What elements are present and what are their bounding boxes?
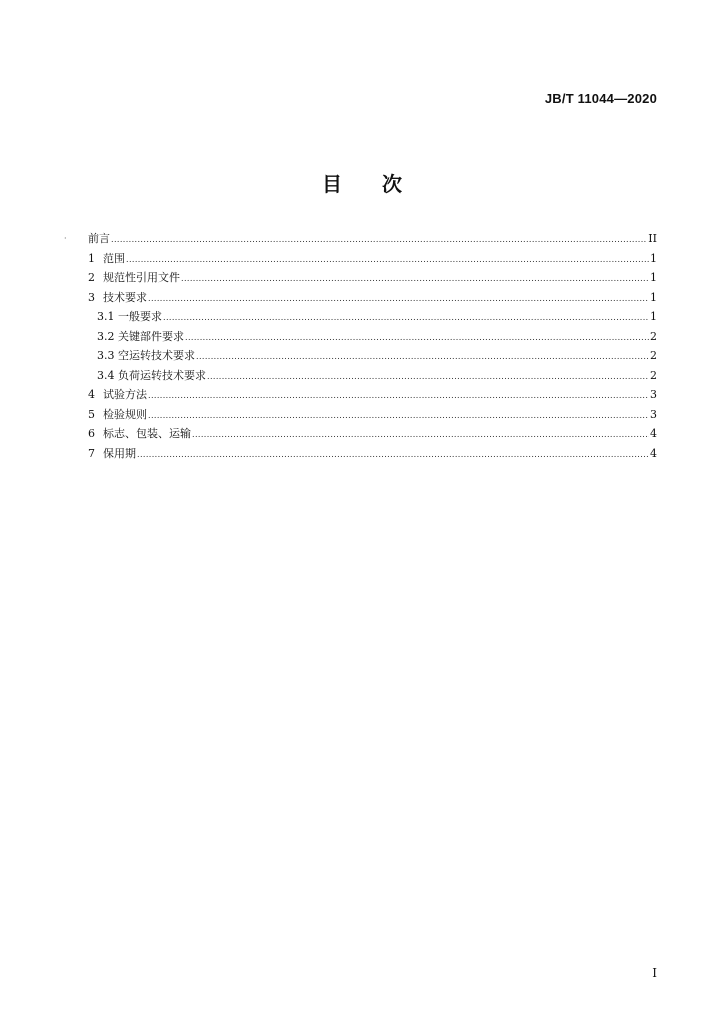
toc-page: 4 — [650, 427, 657, 440]
toc-page: 1 — [650, 290, 657, 304]
toc-page: 2 — [650, 329, 657, 343]
toc-label: 负荷运转技术要求 — [118, 368, 206, 382]
toc-number: 3.4 — [97, 368, 115, 382]
toc-label: 范围 — [103, 251, 125, 265]
table-of-contents — [88, 229, 657, 463]
toc-leader — [111, 230, 647, 250]
toc-number: 1 — [88, 251, 95, 265]
toc-number: 5 — [88, 407, 95, 421]
toc-leader — [148, 406, 649, 426]
toc-entry-7[interactable] — [88, 444, 657, 464]
toc-entry-foreword[interactable] — [88, 229, 657, 249]
toc-entry-6[interactable] — [88, 424, 657, 444]
toc-label: 保用期 — [103, 446, 136, 460]
toc-entry-1[interactable] — [88, 249, 657, 269]
toc-entry-3-2[interactable] — [88, 327, 657, 347]
toc-label: 标志、包装、运输 — [103, 427, 191, 440]
standard-number: JB/T 11044—2020 — [544, 91, 657, 106]
toc-page: 1 — [650, 310, 657, 323]
stray-mark: · — [64, 234, 67, 243]
toc-label: 规范性引用文件 — [103, 271, 180, 284]
toc-label: 试验方法 — [103, 388, 147, 401]
toc-leader — [181, 269, 649, 289]
toc-leader — [126, 250, 649, 270]
toc-label: 关键部件要求 — [118, 329, 184, 343]
page-title-char-1: 目 — [322, 172, 342, 196]
page-number: I — [652, 966, 657, 980]
toc-page: 3 — [650, 388, 657, 401]
toc-page: 1 — [650, 271, 657, 284]
toc-number: 3 — [88, 290, 95, 304]
toc-page: 1 — [650, 251, 657, 265]
toc-page: 4 — [650, 446, 657, 460]
toc-page: 2 — [650, 349, 657, 362]
toc-page: 2 — [650, 368, 657, 382]
toc-number: 3.1 — [97, 310, 115, 323]
toc-entry-4[interactable] — [88, 385, 657, 405]
toc-number: 7 — [88, 446, 95, 460]
toc-entry-3[interactable] — [88, 288, 657, 308]
toc-leader — [207, 367, 649, 387]
toc-label: 检验规则 — [103, 407, 147, 421]
toc-leader — [196, 347, 649, 367]
toc-entry-3-4[interactable] — [88, 366, 657, 386]
toc-page: II — [648, 232, 657, 245]
toc-number: 2 — [88, 271, 95, 284]
toc-leader — [185, 328, 649, 348]
toc-entry-5[interactable] — [88, 405, 657, 425]
toc-label: 前言 — [88, 232, 110, 245]
toc-label: 空运转技术要求 — [118, 349, 195, 362]
toc-label: 技术要求 — [103, 290, 147, 304]
toc-leader — [137, 445, 649, 465]
toc-entry-3-1[interactable] — [88, 307, 657, 327]
toc-entry-3-3[interactable] — [88, 346, 657, 366]
toc-number: 3.3 — [97, 349, 115, 362]
toc-leader — [192, 425, 649, 445]
toc-page: 3 — [650, 407, 657, 421]
toc-number: 6 — [88, 427, 95, 440]
page-title-char-2: 次 — [382, 172, 402, 196]
toc-leader — [148, 289, 649, 309]
toc-entry-2[interactable] — [88, 268, 657, 288]
toc-label: 一般要求 — [118, 310, 162, 323]
toc-number: 4 — [88, 388, 95, 401]
toc-leader — [148, 386, 649, 406]
page-title — [0, 168, 724, 197]
toc-leader — [163, 308, 649, 328]
toc-number: 3.2 — [97, 329, 115, 343]
